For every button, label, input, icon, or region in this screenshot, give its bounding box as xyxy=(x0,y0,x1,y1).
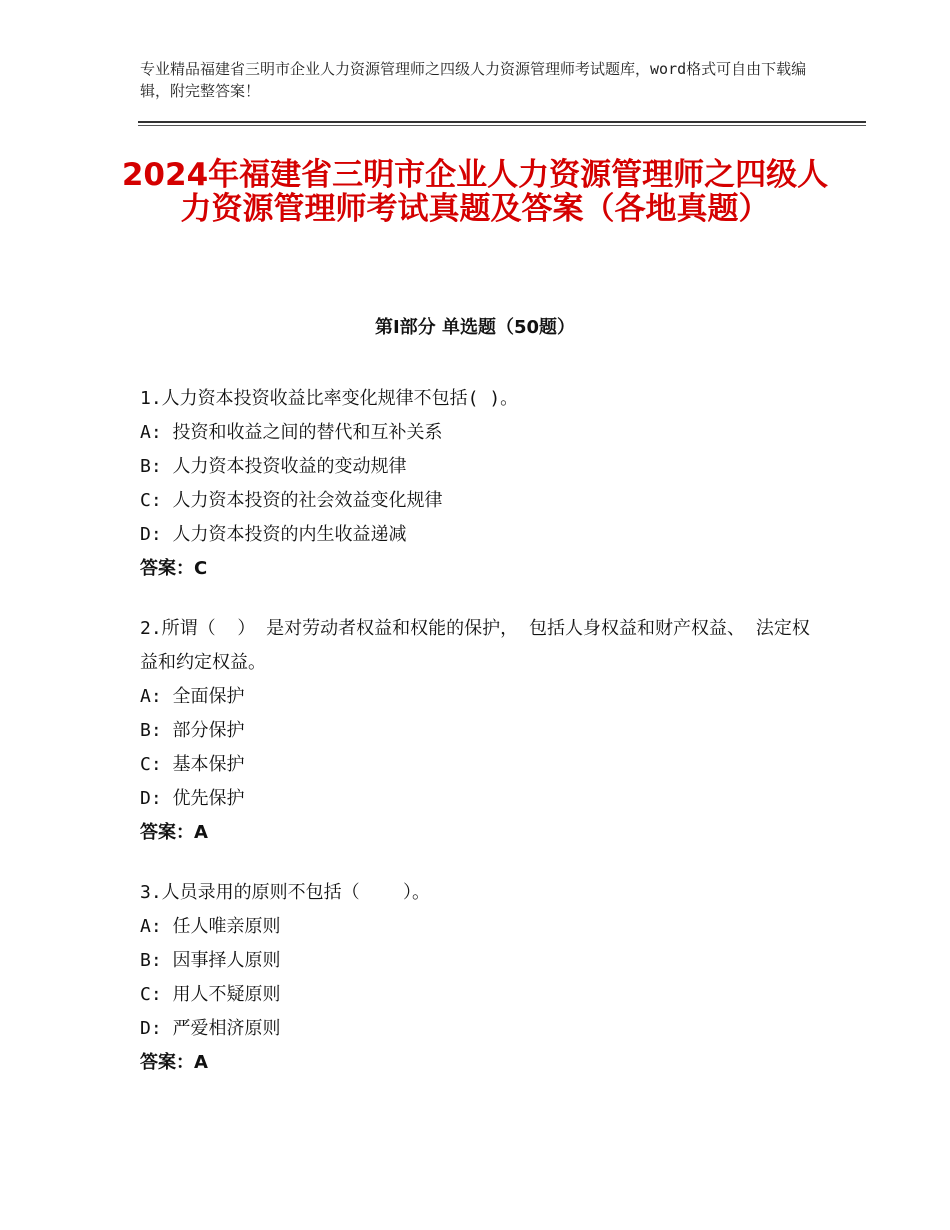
question-list xyxy=(140,382,820,1106)
option-c: C: 基本保护 xyxy=(140,754,245,775)
option-c: C: 用人不疑原则 xyxy=(140,984,281,1005)
question-2 xyxy=(140,612,820,850)
option-d: D: 优先保护 xyxy=(140,788,245,809)
option-b: B: 因事择人原则 xyxy=(140,950,281,971)
option-a: A: 任人唯亲原则 xyxy=(140,916,281,937)
question-3 xyxy=(140,876,820,1080)
question-stem: 2.所谓（ ） 是对劳动者权益和权能的保护， 包括人身权益和财产权益、 法定权益和约定权益。 xyxy=(140,618,810,673)
option-b: B: 人力资本投资收益的变动规律 xyxy=(140,456,407,477)
option-d: D: 人力资本投资的内生收益递减 xyxy=(140,524,407,545)
question-stem: 3.人员录用的原则不包括（ ）。 xyxy=(140,882,431,903)
header-rule-thick xyxy=(138,121,866,123)
option-b: B: 部分保护 xyxy=(140,720,245,741)
question-1 xyxy=(140,382,820,586)
option-a: A: 全面保护 xyxy=(140,686,245,707)
answer-label: 答案：C xyxy=(140,558,208,579)
section-title: 第Ⅰ部分 单选题（50题） xyxy=(374,317,575,338)
answer-label: 答案：A xyxy=(140,822,208,843)
document-title: 2024年福建省三明市企业人力资源管理师之四级人力资源管理师考试真题及答案（各地真题） xyxy=(121,157,829,227)
header-rule-thin xyxy=(138,125,866,126)
answer-label: 答案：A xyxy=(140,1052,208,1073)
option-c: C: 人力资本投资的社会效益变化规律 xyxy=(140,490,443,511)
option-d: D: 严爱相济原则 xyxy=(140,1018,281,1039)
question-stem: 1.人力资本投资收益比率变化规律不包括( )。 xyxy=(140,388,519,409)
header-note: 专业精品福建省三明市企业人力资源管理师之四级人力资源管理师考试题库，word格式可自由下载编辑，附完整答案！ xyxy=(140,60,807,100)
option-a: A: 投资和收益之间的替代和互补关系 xyxy=(140,422,443,443)
